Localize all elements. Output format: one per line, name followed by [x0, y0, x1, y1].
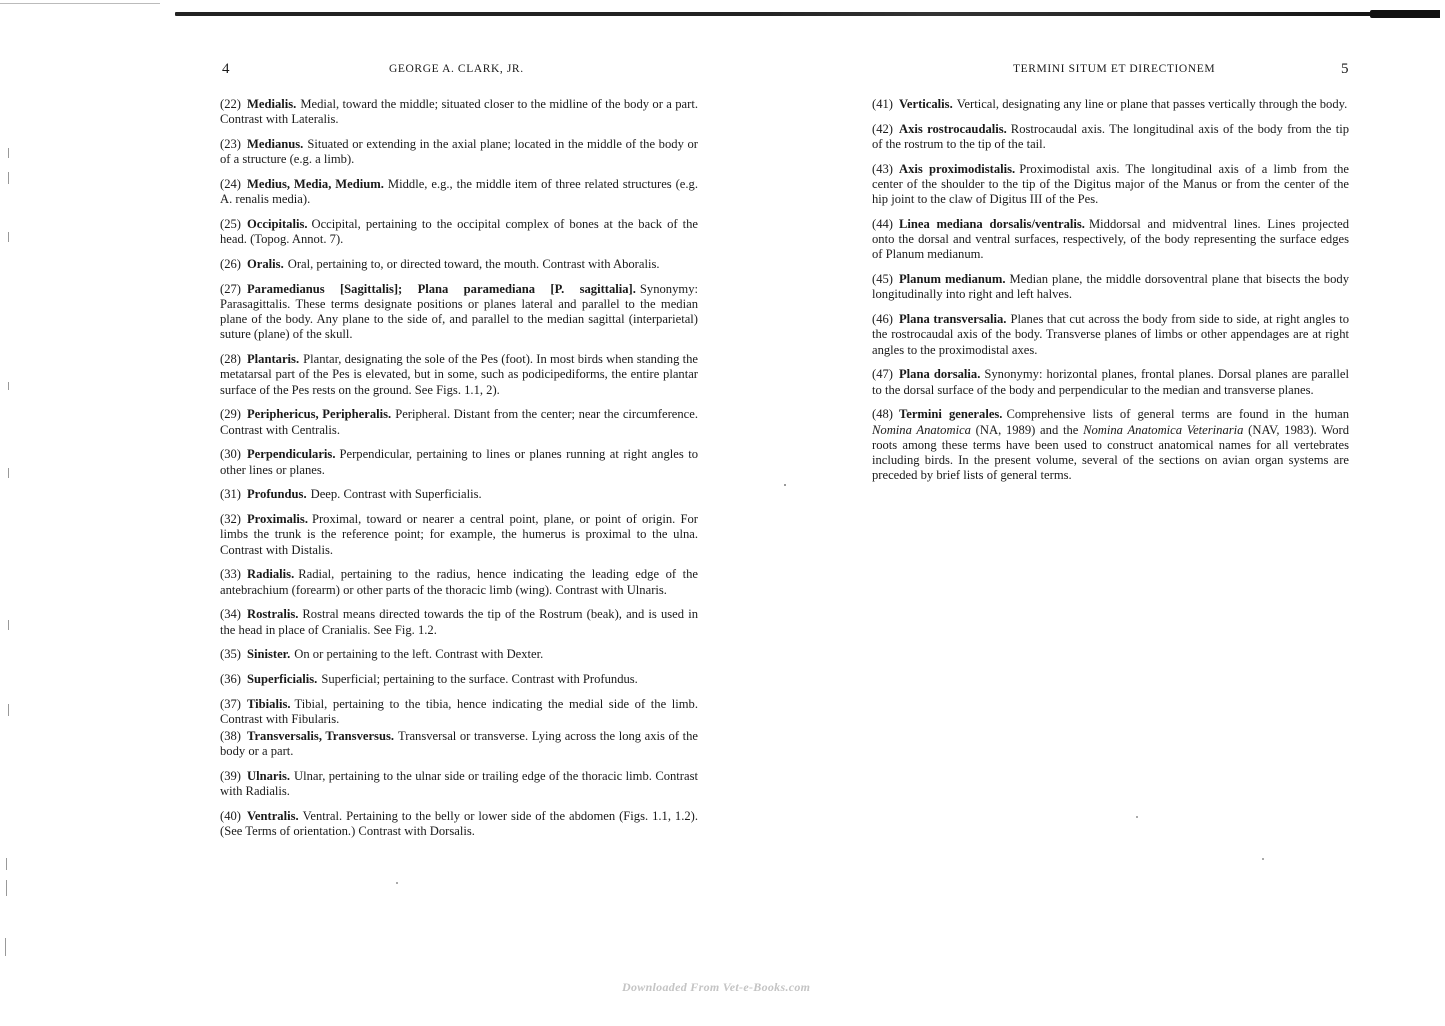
glossary-entry: (22) Medialis. Medial, toward the middle; situated closer to the midline of the body or a part. Contrast with Lateralis.: [220, 97, 698, 127]
scan-speck: [1262, 858, 1264, 860]
scan-edge-line: [0, 3, 160, 4]
scan-speck: [1136, 816, 1138, 818]
scan-margin-mark: [6, 858, 7, 870]
glossary-entry: (31) Profundus. Deep. Contrast with Superficialis.: [220, 487, 482, 502]
glossary-entry: (47) Plana dorsalia. Synonymy: horizontal planes, frontal planes. Dorsal planes are parallel to the dorsal surface of the body and perpendicular to the median and transverse planes.: [872, 367, 1349, 397]
scan-margin-mark: [8, 704, 9, 716]
glossary-entry: (28) Plantaris. Plantar, designating the sole of the Pes (foot). In most birds when standing the metatarsal part of the Pes is elevated, but in some, such as podicipediforms, the entire plantar surface of the Pes rests on the ground. See Figs. 1.1, 2).: [220, 352, 698, 397]
scan-top-bar: [175, 12, 1440, 16]
glossary-entry: (46) Plana transversalia. Planes that cut across the body from side to side, at right angles to the rostrocaudal axis of the body. Transverse planes of limbs or other appendages are at right angles to the proximodistal axes.: [872, 312, 1350, 357]
glossary-entry: (25) Occipitalis. Occipital, pertaining to the occipital complex of bones at the back of the head. (Topog. Annot. 7).: [220, 217, 698, 247]
scan-margin-mark: [8, 620, 9, 630]
scan-margin-mark: [8, 172, 9, 184]
glossary-entry-termini-generales: (48) Termini generales. Comprehensive lists of general terms are found in the human Nomina Anatomica (NA, 1989) and the Nomina Anatomica Veterinaria (NAV, 1983). Word roots among these terms have been used to construct anatomical names for all vertebrates including birds. In the present volume, several of the sections on avian organ systems are preceded by brief lists of general terms.: [872, 407, 1349, 483]
right-page-number: 5: [1341, 61, 1349, 77]
left-page-number: 4: [222, 61, 230, 77]
scan-margin-mark: [8, 382, 9, 390]
scan-margin-mark: [5, 938, 6, 956]
glossary-entry: (40) Ventralis. Ventral. Pertaining to the belly or lower side of the abdomen (Figs. 1.1, 1.2). (See Terms of orientation.) Contrast with Dorsalis.: [220, 808, 698, 839]
right-running-head: TERMINI SITUM ET DIRECTIONEM: [1013, 63, 1216, 75]
scan-margin-mark: [8, 232, 9, 242]
glossary-entry: (36) Superficialis. Superficial; pertaining to the surface. Contrast with Profundus.: [220, 672, 638, 687]
glossary-entry: (44) Linea mediana dorsalis/ventralis. Middorsal and midventral lines. Lines projected onto the dorsal and ventral surfaces, respectively, of the body representing the surface edges of Planum medianum.: [872, 217, 1349, 262]
glossary-entry: (34) Rostralis. Rostral means directed towards the tip of the Rostrum (beak), and is used in the head in place of Cranialis. See Fig. 1.2.: [220, 607, 698, 637]
glossary-entry: (29) Periphericus, Peripheralis. Peripheral. Distant from the center; near the circumference. Contrast with Centralis.: [220, 407, 698, 437]
download-watermark: Downloaded From Vet-e-Books.com: [622, 980, 811, 994]
glossary-entry: (42) Axis rostrocaudalis. Rostrocaudal axis. The longitudinal axis of the body from the tip of the rostrum to the tip of the tail.: [872, 121, 1349, 151]
glossary-entry: (45) Planum medianum. Median plane, the middle dorsoventral plane that bisects the body longitudinally into right and left halves.: [872, 272, 1349, 302]
glossary-entry: (30) Perpendicularis. Perpendicular, pertaining to lines or planes running at right angles to other lines or planes.: [220, 447, 698, 477]
scan-margin-mark: [8, 148, 9, 158]
glossary-entry: (32) Proximalis. Proximal, toward or nearer a central point, plane, or point of origin. For limbs the trunk is the reference point; for example, the humerus is proximal to the ulna. Contrast with Distalis.: [220, 512, 698, 557]
glossary-entry: (33) Radialis. Radial, pertaining to the radius, hence indicating the leading edge of the antebrachium (forearm) or other parts of the thoracic limb (wing). Contrast with Ulnaris.: [220, 567, 698, 597]
left-page-column: [220, 97, 698, 849]
scan-margin-mark: [8, 468, 9, 478]
scan-top-bar-end: [1370, 10, 1440, 18]
glossary-entry: (41) Verticalis. Vertical, designating any line or plane that passes vertically through the body.: [872, 97, 1348, 111]
glossary-entry: (24) Medius, Media, Medium. Middle, e.g., the middle item of three related structures (e.g. A. renalis media).: [220, 177, 698, 207]
left-running-head: GEORGE A. CLARK, JR.: [389, 63, 524, 75]
scan-speck: [784, 484, 786, 486]
scan-margin-mark: [6, 880, 7, 896]
glossary-entry: (38) Transversalis, Transversus. Transversal or transverse. Lying across the long axis of the body or a part.: [220, 728, 698, 759]
glossary-entry: (43) Axis proximodistalis. Proximodistal axis. The longitudinal axis of a limb from the center of the shoulder to the tip of the Digitus major of the Manus or from the center of the hip joint to the claw of Digitus III of the Pes.: [872, 161, 1349, 207]
right-page-column: [872, 97, 1349, 493]
glossary-entry: (27) Paramedianus [Sagittalis]; Plana paramediana [P. sagittalia]. Synonymy: Parasagittalis. These terms designate positions or planes lateral and parallel to the median plane of the body. Any plane to the side of, and parallel to the median sagittal (interparietal) suture (plane) of the skull.: [220, 281, 698, 342]
glossary-entry: (37) Tibialis. Tibial, pertaining to the tibia, hence indicating the medial side of the limb. Contrast with Fibularis.: [220, 697, 698, 727]
glossary-entry: (26) Oralis. Oral, pertaining to, or directed toward, the mouth. Contrast with Aboralis.: [220, 257, 660, 271]
glossary-entry: (23) Medianus. Situated or extending in the axial plane; located in the middle of the body or of a structure (e.g. a limb).: [220, 137, 698, 167]
glossary-entry: (35) Sinister. On or pertaining to the left. Contrast with Dexter.: [220, 647, 544, 662]
scan-speck: [396, 882, 398, 884]
glossary-entry: (39) Ulnaris. Ulnar, pertaining to the ulnar side or trailing edge of the thoracic limb. Contrast with Radialis.: [220, 768, 698, 799]
